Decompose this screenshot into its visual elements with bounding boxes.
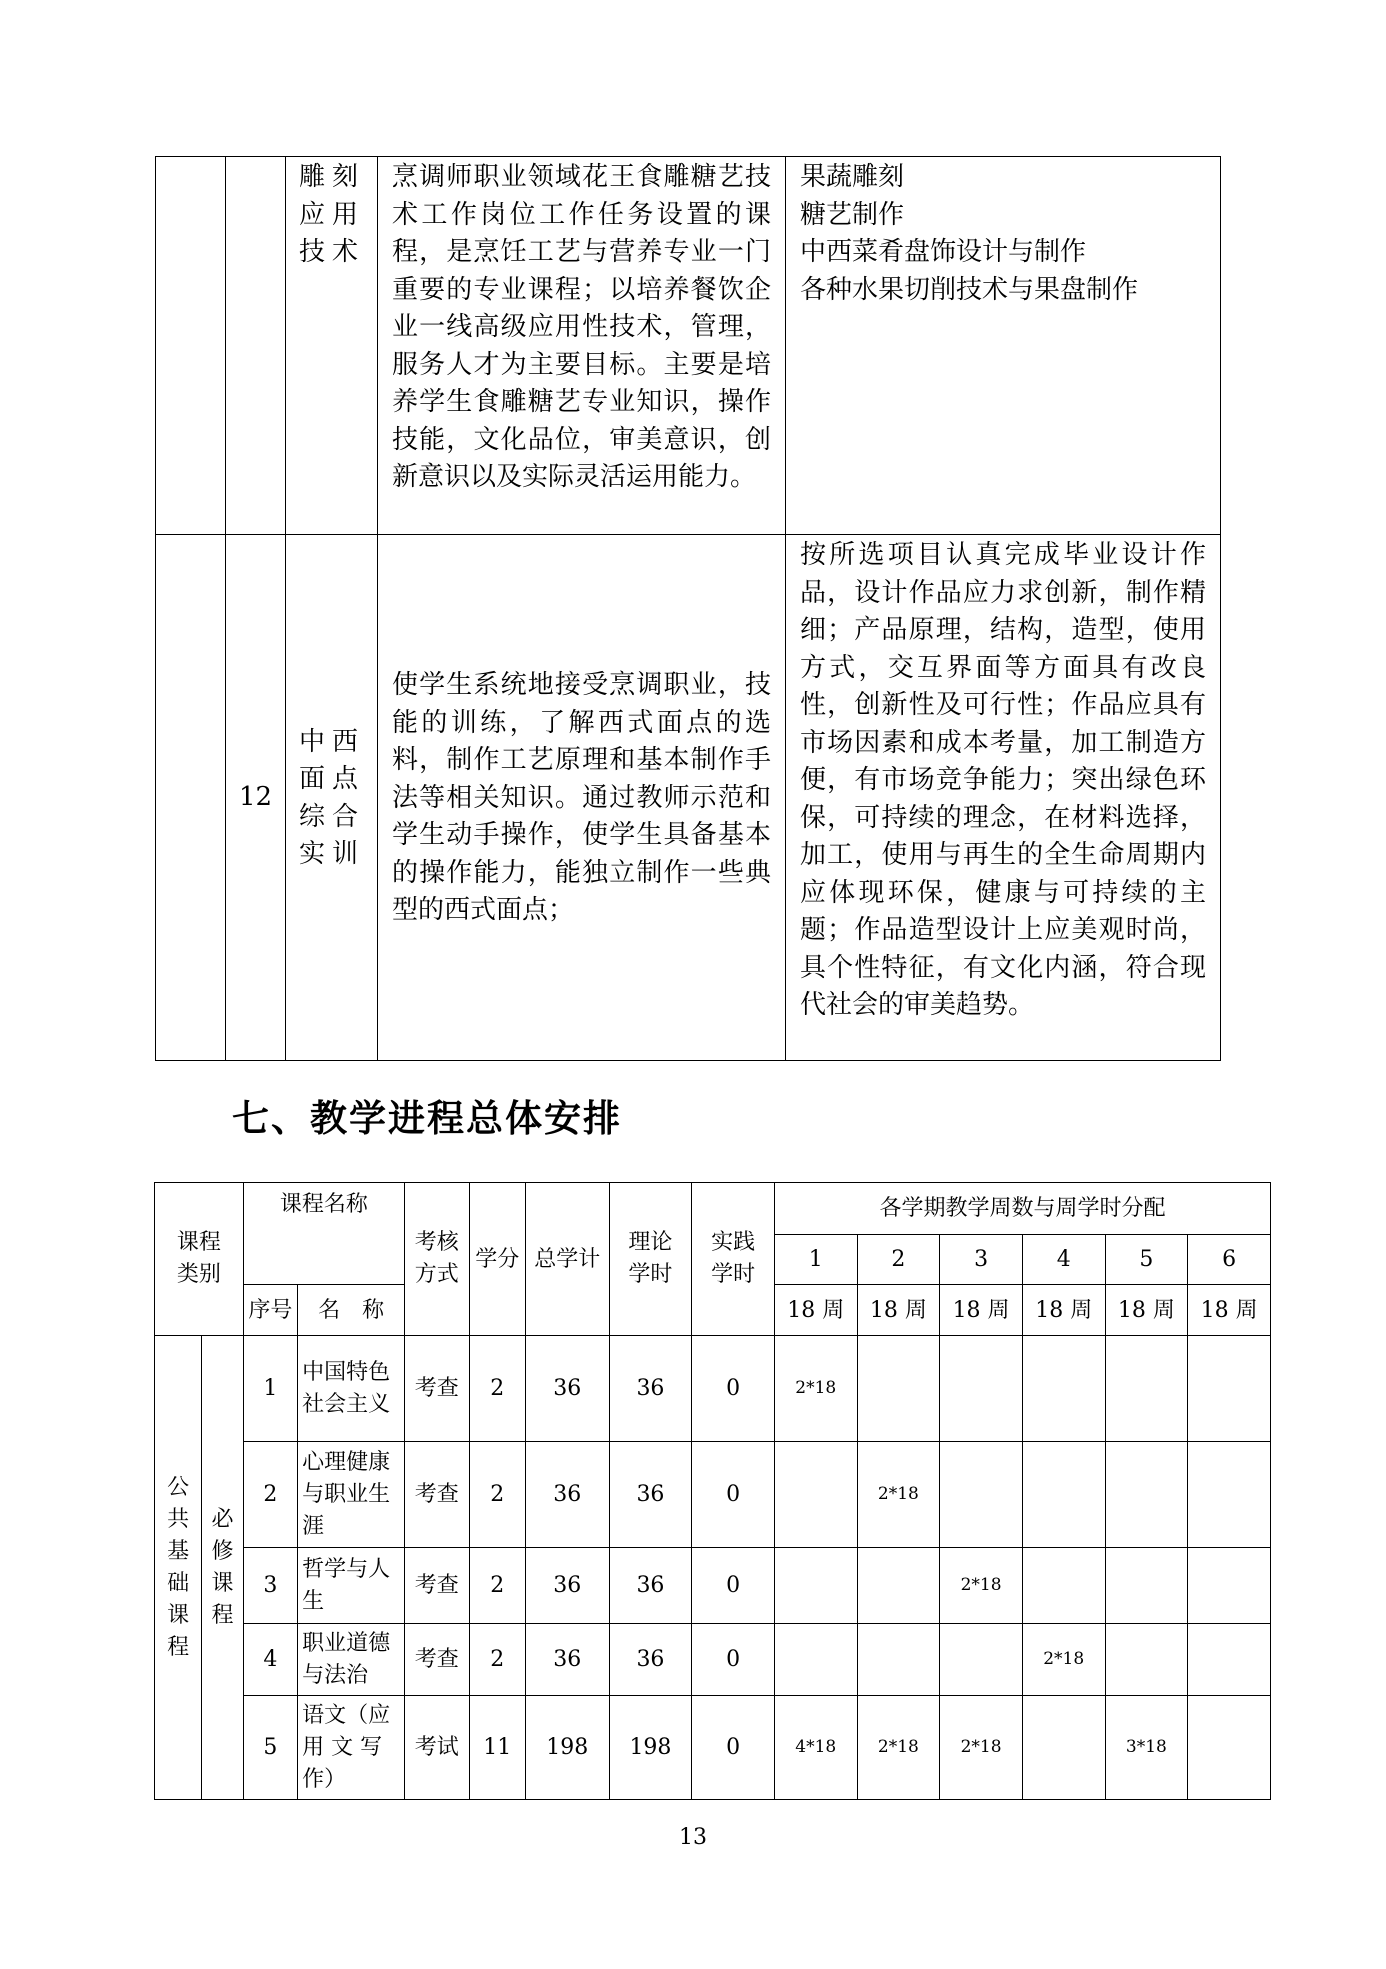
practice-cell: 0 — [692, 1442, 775, 1548]
total-cell: 36 — [525, 1548, 609, 1624]
teaching-schedule-table — [154, 1182, 1271, 1800]
name-cell: 语文（应 用 文 写 作） — [298, 1696, 405, 1800]
theory-cell: 36 — [609, 1442, 692, 1548]
header-weeks: 18 周 — [1022, 1285, 1105, 1336]
semester-cell: 2*18 — [940, 1548, 1023, 1624]
semester-cell — [1188, 1442, 1271, 1548]
header-semester-group: 各学期教学周数与周学时分配 — [774, 1183, 1270, 1235]
header-semester: 6 — [1188, 1235, 1271, 1285]
assessment-cell: 考查 — [405, 1442, 470, 1548]
course-description-cell: 使学生系统地接受烹调职业，技能的训练，了解西式面点的选料，制作工艺原理和基本制作手法等相关知识。通过教师示范和学生动手操作，使学生具备基本的操作能力，能独立制作一些典型的西式面点； — [378, 535, 786, 1061]
total-cell: 198 — [525, 1696, 609, 1800]
semester-cell — [940, 1624, 1023, 1696]
header-assessment: 考核 方式 — [405, 1183, 470, 1336]
practice-cell: 0 — [692, 1696, 775, 1800]
credit-cell: 2 — [469, 1336, 525, 1442]
practice-cell: 0 — [692, 1624, 775, 1696]
course-description-table — [155, 156, 1221, 1061]
semester-cell — [1188, 1336, 1271, 1442]
header-semester: 1 — [774, 1235, 857, 1285]
header-total-hours: 总学计 — [525, 1183, 609, 1336]
name-cell: 心理健康 与职业生 涯 — [298, 1442, 405, 1548]
page-number: 13 — [679, 1825, 707, 1850]
table-row — [155, 1548, 1271, 1624]
total-cell: 36 — [525, 1336, 609, 1442]
header-practice-hours: 实践 学时 — [692, 1183, 775, 1336]
credit-cell: 2 — [469, 1548, 525, 1624]
name-cell: 职业道德 与法治 — [298, 1624, 405, 1696]
semester-cell — [1022, 1336, 1105, 1442]
course-description-cell: 烹调师职业领域花王食雕糖艺技术工作岗位工作任务设置的课程，是烹饪工艺与营养专业一门重要的专业课程；以培养餐饮企业一线高级应用性技术，管理，服务人才为主要目标。主要是培养学生食雕糖艺专业知识，操作技能，文化品位，审美意识，创新意识以及实际灵活运用能力。 — [378, 157, 786, 535]
course-name-cell: 中西 面点 综合 实训 — [286, 535, 378, 1061]
semester-cell — [1188, 1624, 1271, 1696]
credit-cell: 11 — [469, 1696, 525, 1800]
practice-cell: 0 — [692, 1548, 775, 1624]
theory-cell: 36 — [609, 1624, 692, 1696]
seq-cell: 4 — [243, 1624, 297, 1696]
header-credit: 学分 — [469, 1183, 525, 1336]
semester-cell: 2*18 — [857, 1696, 940, 1800]
header-semester: 5 — [1105, 1235, 1188, 1285]
assessment-cell: 考试 — [405, 1696, 470, 1800]
assessment-cell: 考查 — [405, 1336, 470, 1442]
seq-cell: 5 — [243, 1696, 297, 1800]
semester-cell — [1105, 1442, 1188, 1548]
table-row — [156, 535, 1221, 1061]
semester-cell — [857, 1624, 940, 1696]
course-content-cell: 果蔬雕刻 糖艺制作 中西菜肴盘饰设计与制作 各种水果切削技术与果盘制作 — [786, 157, 1221, 535]
table-row — [156, 157, 1221, 535]
seq-cell: 2 — [243, 1442, 297, 1548]
practice-cell: 0 — [692, 1336, 775, 1442]
header-course-name: 课程名称 — [243, 1183, 404, 1285]
semester-cell — [774, 1624, 857, 1696]
header-semester: 2 — [857, 1235, 940, 1285]
semester-cell — [774, 1548, 857, 1624]
seq-cell: 3 — [243, 1548, 297, 1624]
semester-cell — [1022, 1442, 1105, 1548]
seq-cell: 12 — [226, 535, 286, 1061]
table-row — [155, 1336, 1271, 1442]
header-category: 课程 类别 — [155, 1183, 244, 1336]
header-weeks: 18 周 — [1105, 1285, 1188, 1336]
section-heading: 七、教学进程总体安排 — [232, 1097, 622, 1140]
semester-cell: 4*18 — [774, 1696, 857, 1800]
category-cell: 公 共 基 础 课 程 — [155, 1336, 202, 1800]
seq-cell — [226, 157, 286, 535]
header-theory-hours: 理论 学时 — [609, 1183, 692, 1336]
header-name: 名 称 — [298, 1285, 405, 1336]
credit-cell: 2 — [469, 1442, 525, 1548]
semester-cell — [1105, 1624, 1188, 1696]
semester-cell — [1105, 1548, 1188, 1624]
theory-cell: 36 — [609, 1336, 692, 1442]
semester-cell — [774, 1442, 857, 1548]
name-cell: 哲学与人 生 — [298, 1548, 405, 1624]
semester-cell — [1022, 1696, 1105, 1800]
credit-cell: 2 — [469, 1624, 525, 1696]
semester-cell — [940, 1336, 1023, 1442]
assessment-cell: 考查 — [405, 1548, 470, 1624]
total-cell: 36 — [525, 1624, 609, 1696]
table-row — [155, 1696, 1271, 1800]
semester-cell — [857, 1336, 940, 1442]
semester-cell — [1188, 1696, 1271, 1800]
table-cell — [156, 157, 226, 535]
header-seq: 序号 — [243, 1285, 297, 1336]
table-cell — [156, 535, 226, 1061]
semester-cell — [857, 1548, 940, 1624]
semester-cell: 2*18 — [1022, 1624, 1105, 1696]
course-name-cell: 雕刻 应用 技术 — [286, 157, 378, 535]
semester-cell: 2*18 — [857, 1442, 940, 1548]
assessment-cell: 考查 — [405, 1624, 470, 1696]
header-weeks: 18 周 — [774, 1285, 857, 1336]
header-weeks: 18 周 — [1188, 1285, 1271, 1336]
header-weeks: 18 周 — [857, 1285, 940, 1336]
semester-cell — [1188, 1548, 1271, 1624]
semester-cell — [1022, 1548, 1105, 1624]
semester-cell — [940, 1442, 1023, 1548]
name-cell: 中国特色 社会主义 — [298, 1336, 405, 1442]
semester-cell — [1105, 1336, 1188, 1442]
course-content-cell: 按所选项目认真完成毕业设计作品，设计作品应力求创新，制作精细；产品原理，结构，造型，使用方式，交互界面等方面具有改良性，创新性及可行性；作品应具有市场因素和成本考量，加工制造方便，有市场竞争能力；突出绿色环保，可持续的理念，在材料选择，加工，使用与再生的全生命周期内应体现环保，健康与可持续的主题；作品造型设计上应美观时尚，具个性特征，有文化内涵，符合现代社会的审美趋势。 — [786, 535, 1221, 1061]
theory-cell: 198 — [609, 1696, 692, 1800]
semester-cell: 2*18 — [774, 1336, 857, 1442]
header-weeks: 18 周 — [940, 1285, 1023, 1336]
semester-cell: 2*18 — [940, 1696, 1023, 1800]
seq-cell: 1 — [243, 1336, 297, 1442]
subcategory-cell: 必 修 课 程 — [202, 1336, 243, 1800]
header-semester: 3 — [940, 1235, 1023, 1285]
header-row — [155, 1183, 1271, 1235]
total-cell: 36 — [525, 1442, 609, 1548]
table-row — [155, 1624, 1271, 1696]
table-row — [155, 1442, 1271, 1548]
semester-cell: 3*18 — [1105, 1696, 1188, 1800]
theory-cell: 36 — [609, 1548, 692, 1624]
header-semester: 4 — [1022, 1235, 1105, 1285]
